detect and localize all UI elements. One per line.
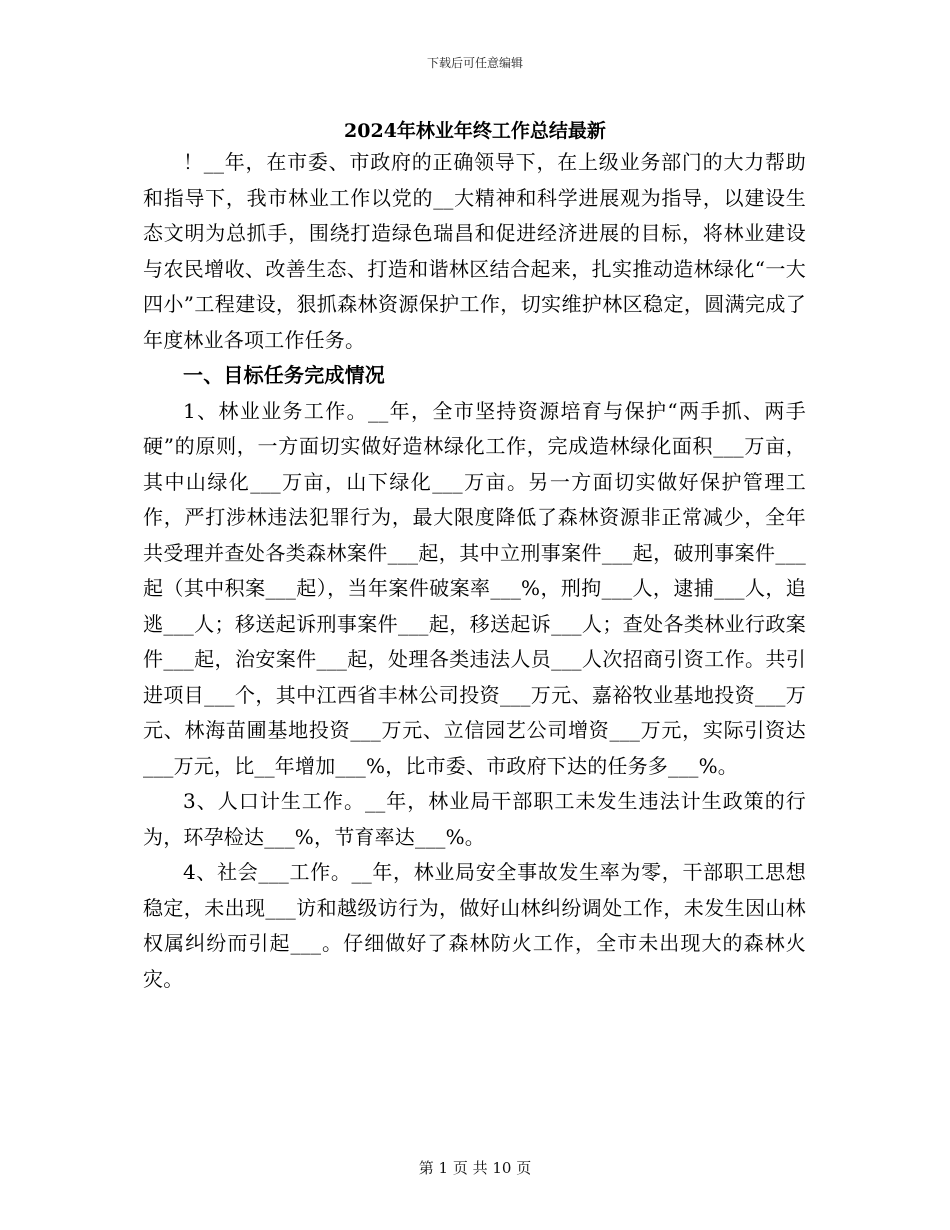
section-heading: 一、目标任务完成情况 <box>183 363 385 387</box>
document-body <box>143 145 806 997</box>
header-note: 下载后可任意编辑 <box>426 56 523 70</box>
paragraph-forestry-business: 1、林业业务工作。__年，全市坚持资源培育与保护“两手抓、两手硬”的原则，一方面切实做好造林绿化工作，完成造林绿化面积___万亩，其中山绿化___万亩，山下绿化___万亩。另一方面切实做好保护管理工作，严打涉林违法犯罪行为，最大限度降低了森林资源非正常减少，全年共受理并查处各类森林案件___起，其中立刑事案件___起，破刑事案件___起（其中积案___起），当年案件破案率___%，刑拘___人，逮捕___人，追逃___人；移送起诉刑事案件___起，移送起诉___人；查处各类林业行政案件___起，治安案件___起，处理各类违法人员___人次招商引资工作。共引进项目___个，其中江西省丰林公司投资___万元、嘉裕牧业基地投资___万元、林海苗圃基地投资___万元、立信园艺公司增资___万元，实际引资达___万元，比__年增加___%，比市委、市政府下达的任务多___%。 <box>143 398 806 778</box>
intro-paragraph: ！__年，在市委、市政府的正确领导下，在上级业务部门的大力帮助和指导下，我市林业工作以党的__大精神和科学进展观为指导，以建设生态文明为总抓手，围绕打造绿色瑞昌和促进经济进展的目标，将林业建设与农民增收、改善生态、打造和谐林区结合起来，扎实推动造林绿化“一大四小”工程建设，狠抓森林资源保护工作，切实维护林区稳定，圆满完成了年度林业各项工作任务。 <box>143 150 806 352</box>
paragraph-family-planning: 3、人口计生工作。__年，林业局干部职工未发生违法计生政策的行为，环孕检达___%，节育率达___%。 <box>143 789 806 849</box>
document-title: 2024年林业年终工作总结最新 <box>344 120 606 142</box>
paragraph-social-work: 4、社会___工作。__年，林业局安全事故发生率为零，干部职工思想稳定，未出现___访和越级访行为，做好山林纠纷调处工作，未发生因山林权属纠纷而引起___。仔细做好了森林防火工作，全市未出现大的森林火灾。 <box>143 860 806 991</box>
page-footer: 第 1 页 共 10 页 <box>418 1159 532 1177</box>
